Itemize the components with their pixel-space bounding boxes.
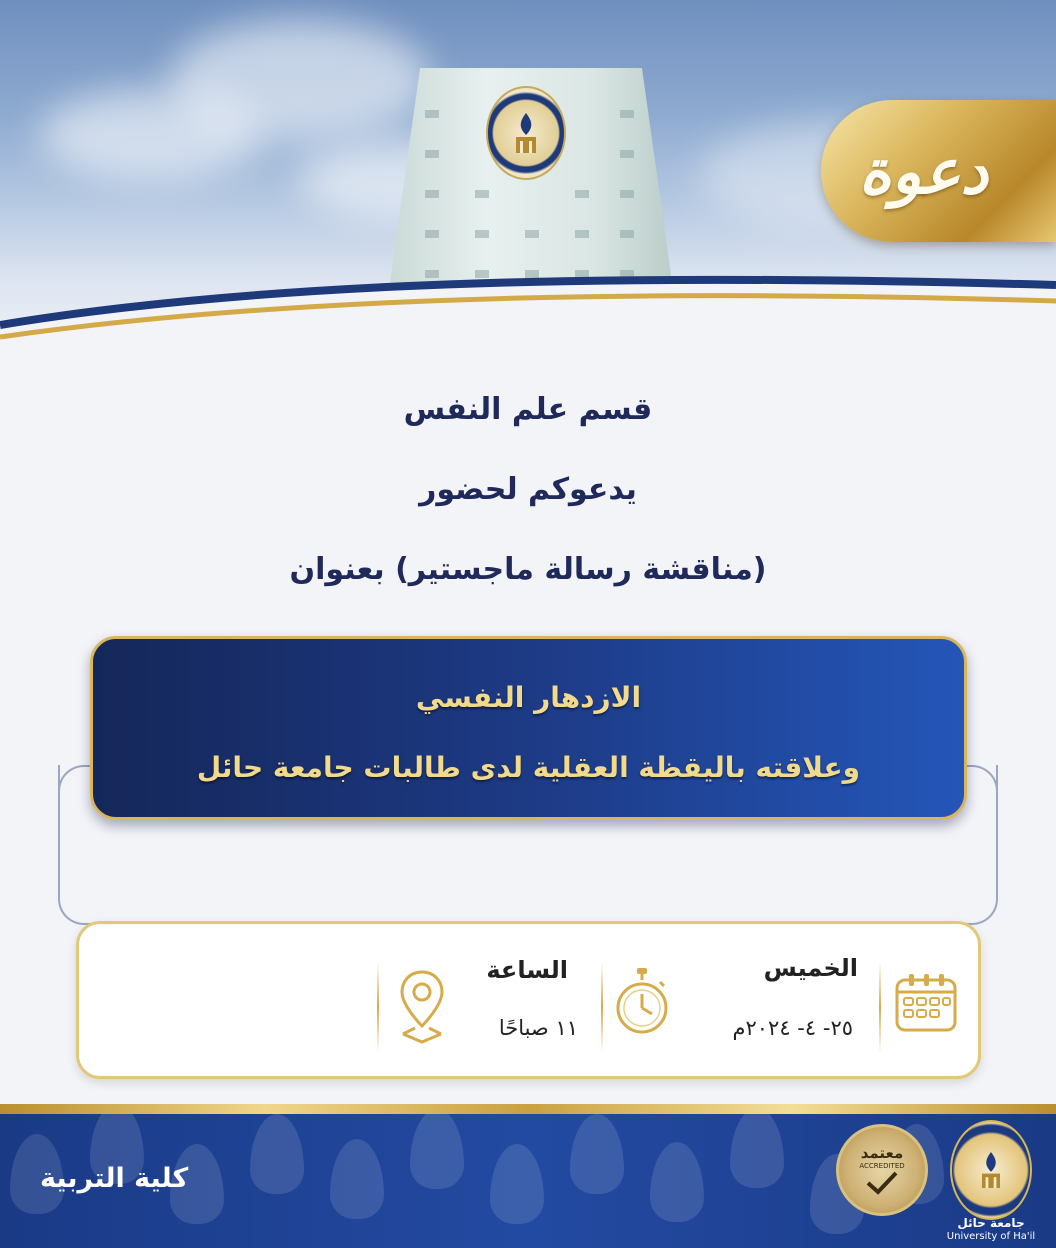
torch-icon xyxy=(973,1146,1009,1194)
thesis-title-line1: الازدهار النفسي xyxy=(415,681,642,714)
accredited-english: ACCREDITED xyxy=(859,1162,905,1170)
event-details-bar xyxy=(76,921,981,1079)
torch-icon xyxy=(506,109,546,157)
event-day: الخميس xyxy=(763,954,858,982)
accredited-arabic: معتمد xyxy=(860,1144,904,1162)
thesis-title-card xyxy=(90,636,967,820)
university-name-english: University of Ha'il xyxy=(946,1231,1036,1242)
stopwatch-icon xyxy=(614,966,670,1046)
university-name-arabic: جامعة حائل xyxy=(957,1216,1025,1230)
event-time: ١١ صباحًا xyxy=(498,1016,578,1040)
tower-university-emblem xyxy=(486,86,566,180)
cloud xyxy=(40,90,260,180)
divider xyxy=(601,962,603,1052)
thesis-title-line2: وعلاقته باليقظة العقلية لدى طالبات جامعة حائل xyxy=(196,751,861,784)
location-pin-icon xyxy=(397,968,447,1050)
department-name: قسم علم النفس xyxy=(403,392,653,427)
invite-line: يدعوكم لحضور xyxy=(419,472,637,507)
divider xyxy=(377,962,379,1052)
event-type: (مناقشة رسالة ماجستير) بعنوان xyxy=(289,552,767,587)
university-logo xyxy=(950,1120,1032,1220)
invitation-badge xyxy=(821,100,1056,242)
footer-gold-line xyxy=(0,1104,1056,1114)
college-name: كلية التربية xyxy=(40,1163,189,1194)
header-banner xyxy=(0,0,1056,380)
accreditation-seal xyxy=(836,1124,928,1216)
header-swoosh xyxy=(0,265,1056,375)
time-label: الساعة xyxy=(486,956,568,984)
divider xyxy=(879,962,881,1052)
calendar-icon xyxy=(894,972,958,1038)
invitation-intro xyxy=(0,380,1056,620)
event-date: ٢٥- ٤- ٢٠٢٤م xyxy=(732,1016,853,1040)
badge-text: دعوة xyxy=(858,134,989,208)
checkmark-icon xyxy=(865,1170,899,1196)
